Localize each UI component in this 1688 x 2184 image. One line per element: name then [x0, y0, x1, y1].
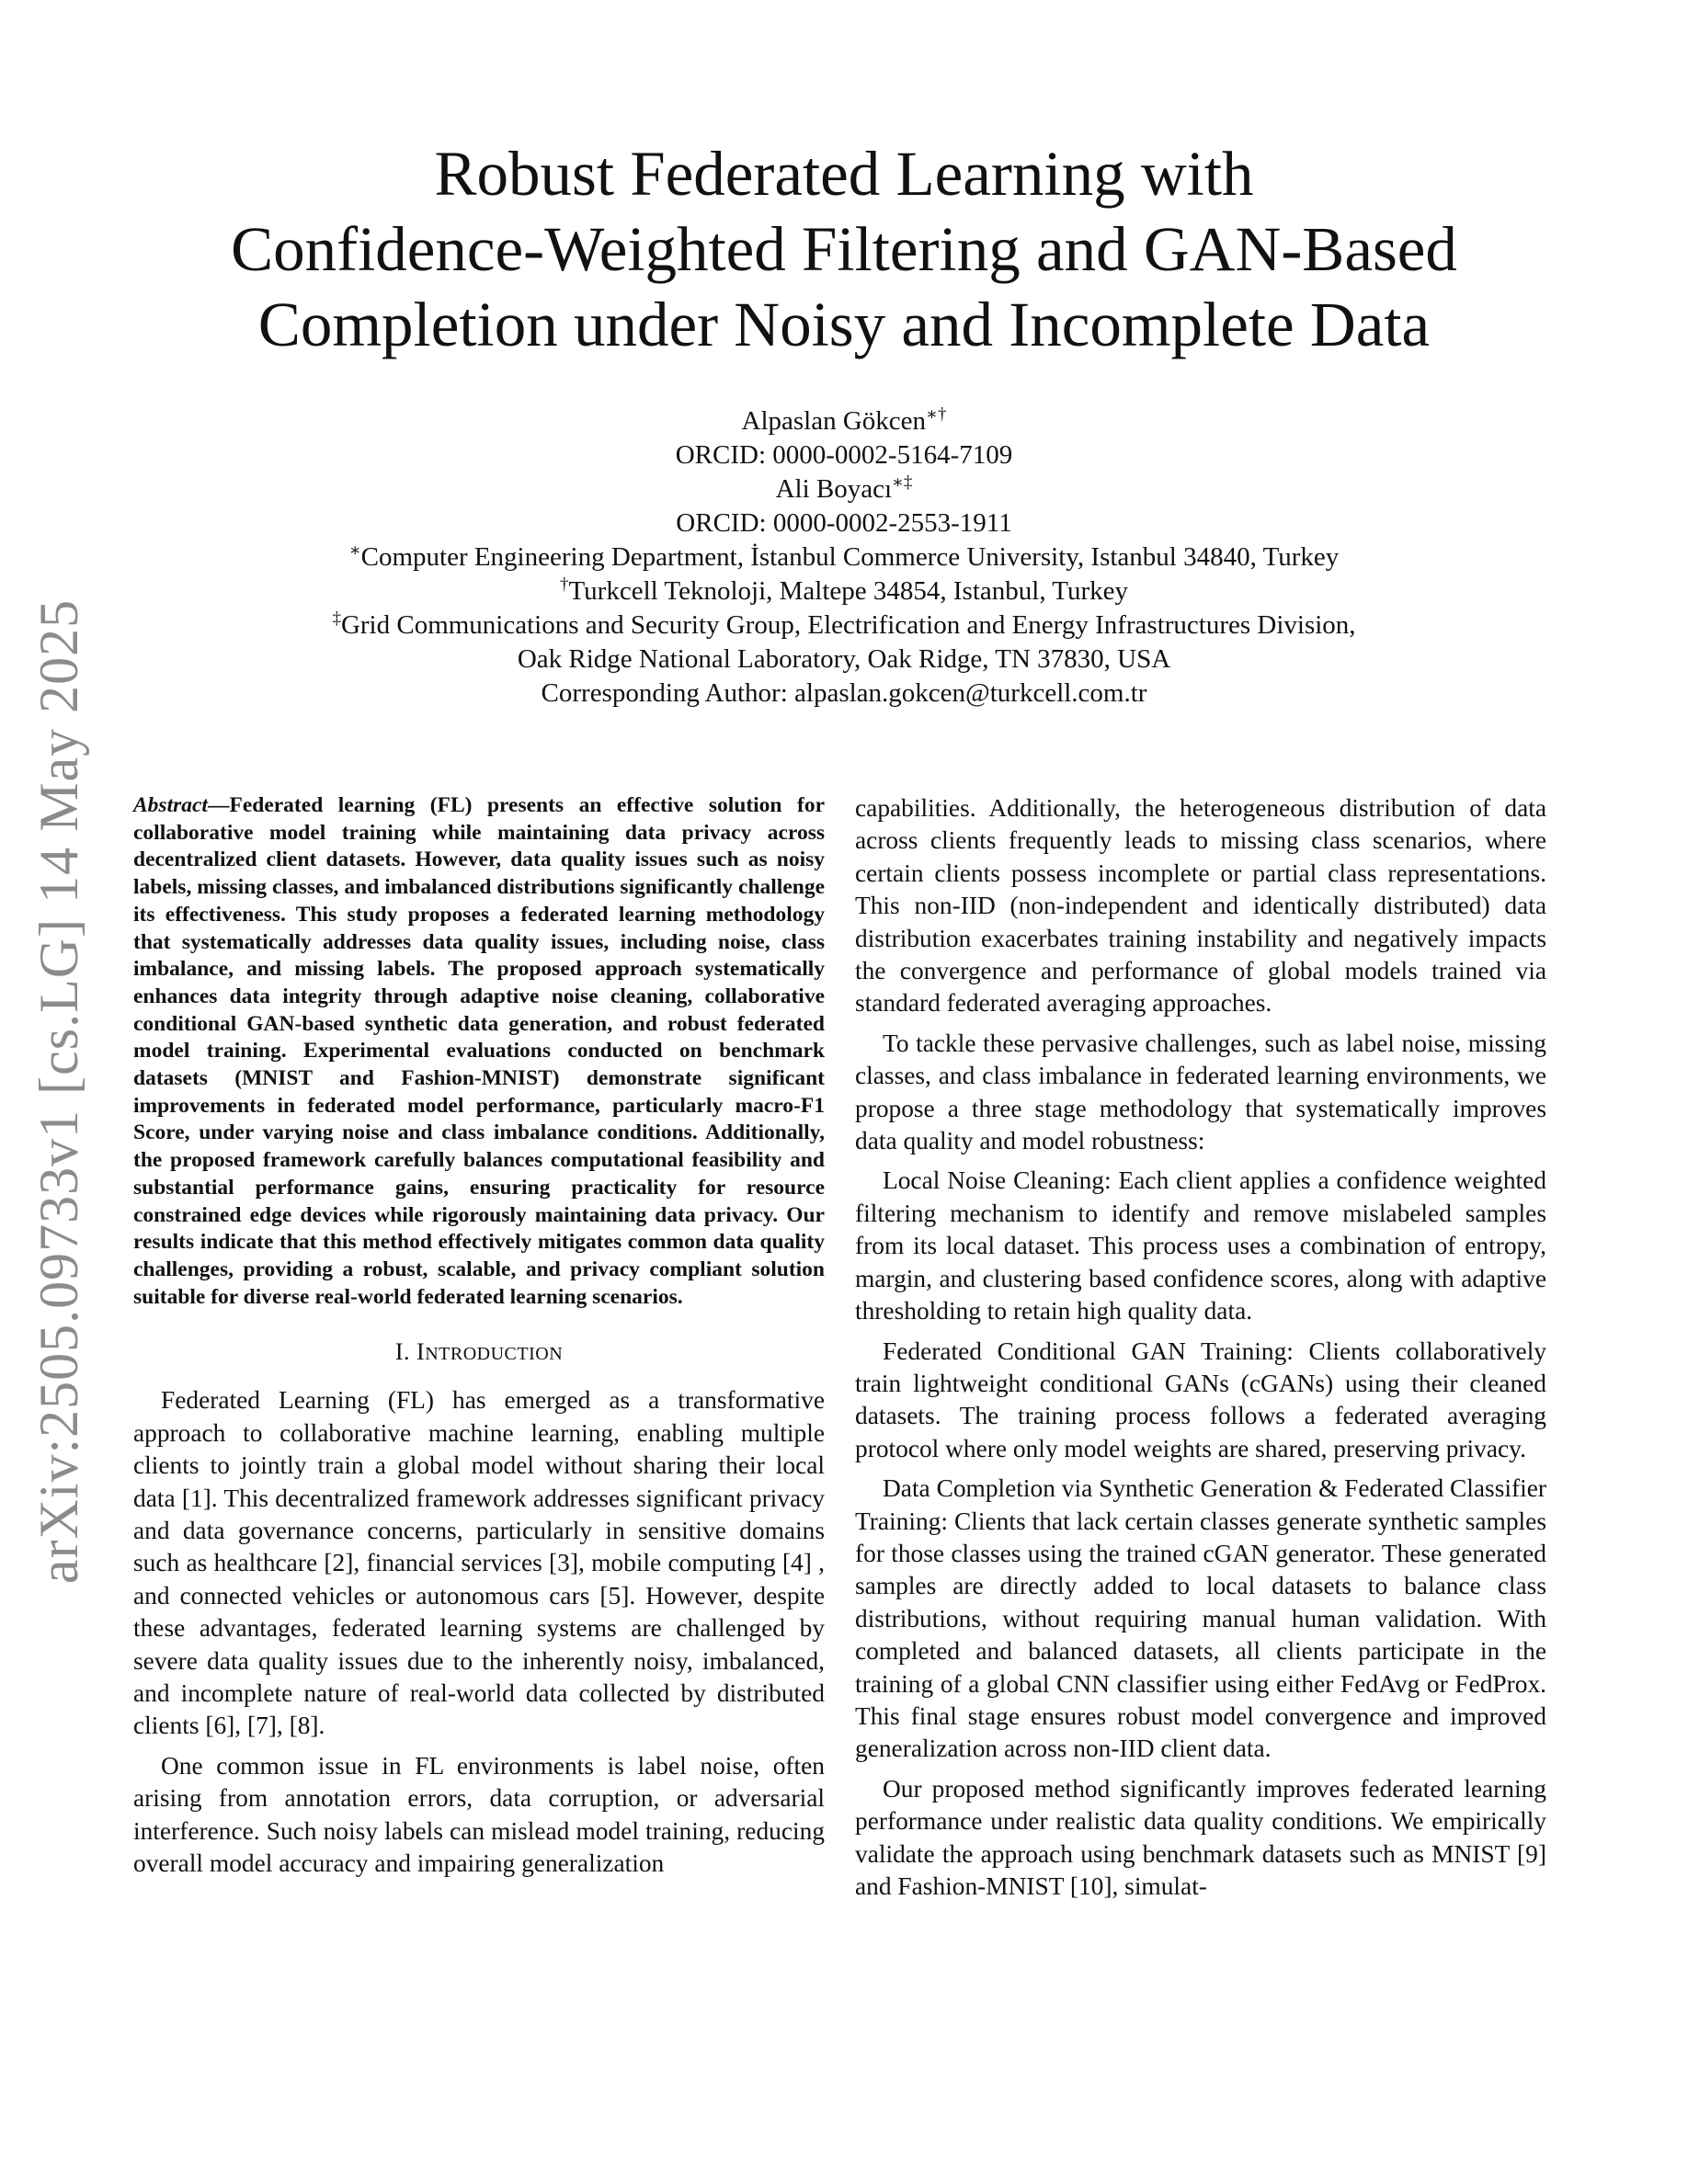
section-heading-introduction	[133, 1338, 825, 1366]
author-name: Alpaslan Gökcen	[741, 406, 927, 436]
author-orcid: ORCID: 0000-0002-2553-1911	[676, 508, 1012, 538]
section-title-rest: NTRODUCTION	[425, 1344, 564, 1365]
body-paragraph: Data Completion via Synthetic Generation & Federated Classifier Training: Clients that lack certain classes generate synthetic samples for those classes using the trained cGAN generator. These generated samples are directly added to local datasets to balance class distributions, without requiring manual human validation. With completed and balanced datasets, all clients participate in the training of a global CNN classifier using either FedAvg or FedProx. This final stage ensures robust model convergence and improved generalization across non-IID client data.	[855, 1474, 1546, 1763]
affiliation-mark: ∗	[348, 540, 361, 561]
section-numeral: I.	[394, 1338, 417, 1366]
author-name: Ali Boyacı	[775, 474, 893, 504]
body-paragraph: Local Noise Cleaning: Each client applies a confidence weighted filtering mechanism to identify and remove mislabeled samples from its local dataset. This process uses a combination of entropy, margin, and clustering based confidence scores, along with adaptive thresholding to retain high quality data.	[855, 1166, 1546, 1325]
body-paragraph: Federated Conditional GAN Training: Clients collaboratively train lightweight conditional GANs (cGANs) using their cleaned datasets. The training process follows a federated averaging protocol where only model weights are shared, preserving privacy.	[855, 1337, 1546, 1462]
author-marks: ∗†	[926, 404, 947, 425]
body-paragraph: One common issue in FL environments is label noise, often arising from annotation errors, data corruption, or adversarial interference. Such noisy labels can mislead model training, reducing overall model accuracy and impairing generalization	[133, 1751, 825, 1878]
arxiv-identifier-text: arXiv:2505.09733v1 [cs.LG] 14 May 2025	[29, 598, 90, 1585]
author-orcid: ORCID: 0000-0002-5164-7109	[675, 440, 1013, 470]
abstract-text: —Federated learning (FL) presents an effective solution for collaborative model training while maintaining data privacy across decentralized client datasets. However, data quality issues such as noisy labels, missing classes, and imbalanced distributions significantly challenge its effectiveness. This study proposes a federated learning methodology that systematically addresses data quality issues, including noise, class imbalance, and missing labels. The proposed approach systematically enhances data integrity through adaptive noise cleaning, collaborative conditional GAN-based synthetic data generation, and robust federated model training. Experimental evaluations conducted on benchmark datasets (MNIST and Fashion-MNIST) demonstrate significant improvements in federated model performance, particularly macro-F1 Score, under varying noise and class imbalance conditions. Additionally, the proposed framework carefully balances computational feasibility and substantial performance gains, ensuring practicality for resource constrained edge devices while rigorously maintaining data privacy. Our results indicate that this method effectively mitigates common data quality challenges, providing a robust, scalable, and privacy compliant solution suitable for diverse real-world federated learning scenarios.	[133, 793, 825, 1309]
title-line: Confidence-Weighted Filtering and GAN-Based	[231, 214, 1457, 284]
paper-title	[138, 136, 1550, 362]
affiliation-text: Computer Engineering Department, İstanbul Commerce University, Istanbul 34840, Turkey	[360, 542, 1340, 572]
affiliation-text: Turkcell Teknoloji, Maltepe 34854, Istanbul, Turkey	[568, 576, 1129, 606]
body-paragraph: Our proposed method significantly improves federated learning performance under realistic data quality conditions. We empirically validate the approach using benchmark datasets such as MNIST [9] and Fashion-MNIST [10], simulat-	[855, 1774, 1546, 1900]
author-line	[138, 472, 1550, 506]
affiliation-mark: †	[559, 574, 569, 595]
affiliation-line	[138, 574, 1550, 609]
author-marks: ∗‡	[892, 472, 913, 493]
section-first-letter: I	[416, 1338, 426, 1366]
body-paragraph: Federated Learning (FL) has emerged as a transformative approach to collaborative machine learning, enabling multiple clients to jointly train a global model without sharing their local data [1]. This decentralized framework addresses significant privacy and data governance concerns, particularly in sensitive domains such as healthcare [2], financial services [3], mobile computing [4] , and connected vehicles or autonomous cars [5]. However, despite these advantages, federated learning systems are challenged by severe data quality issues due to the inherently noisy, imbalanced, and incomplete nature of real-world data collected by distributed clients [6], [7], [8].	[133, 1386, 825, 1740]
affiliation-line	[138, 643, 1550, 677]
title-line: Robust Federated Learning with	[434, 139, 1254, 209]
title-line: Completion under Noisy and Incomplete Data	[257, 290, 1431, 359]
author-block	[138, 404, 1550, 711]
affiliation-line	[138, 609, 1550, 643]
arxiv-identifier	[18, 598, 101, 1585]
body-paragraph: capabilities. Additionally, the heterogeneous distribution of data across clients frequently leads to missing class scenarios, where certain clients possess incomplete or partial class representations. This non-IID (non-independent and identically distributed) data distribution exacerbates training instability and negatively impacts the convergence and performance of global models trained via standard federated averaging approaches.	[855, 794, 1546, 1018]
right-column	[855, 792, 1546, 1903]
affiliation-mark: ‡	[332, 609, 341, 629]
body-paragraph: To tackle these pervasive challenges, such as label noise, missing classes, and class imbalance in federated learning environments, we propose a three stage methodology that systematically improves data quality and model robustness:	[855, 1029, 1546, 1155]
left-column	[133, 792, 825, 1880]
affiliation-text: Grid Communications and Security Group, Electrification and Energy Infrastructures Division,	[340, 610, 1356, 640]
corresponding-author: Corresponding Author: alpaslan.gokcen@turkcell.com.tr	[541, 678, 1147, 708]
abstract-lead: Abstract	[133, 793, 208, 817]
affiliation-text: Oak Ridge National Laboratory, Oak Ridge, TN 37830, USA	[517, 644, 1171, 674]
abstract	[133, 792, 825, 1311]
author-line	[138, 404, 1550, 438]
affiliation-line	[138, 540, 1550, 574]
